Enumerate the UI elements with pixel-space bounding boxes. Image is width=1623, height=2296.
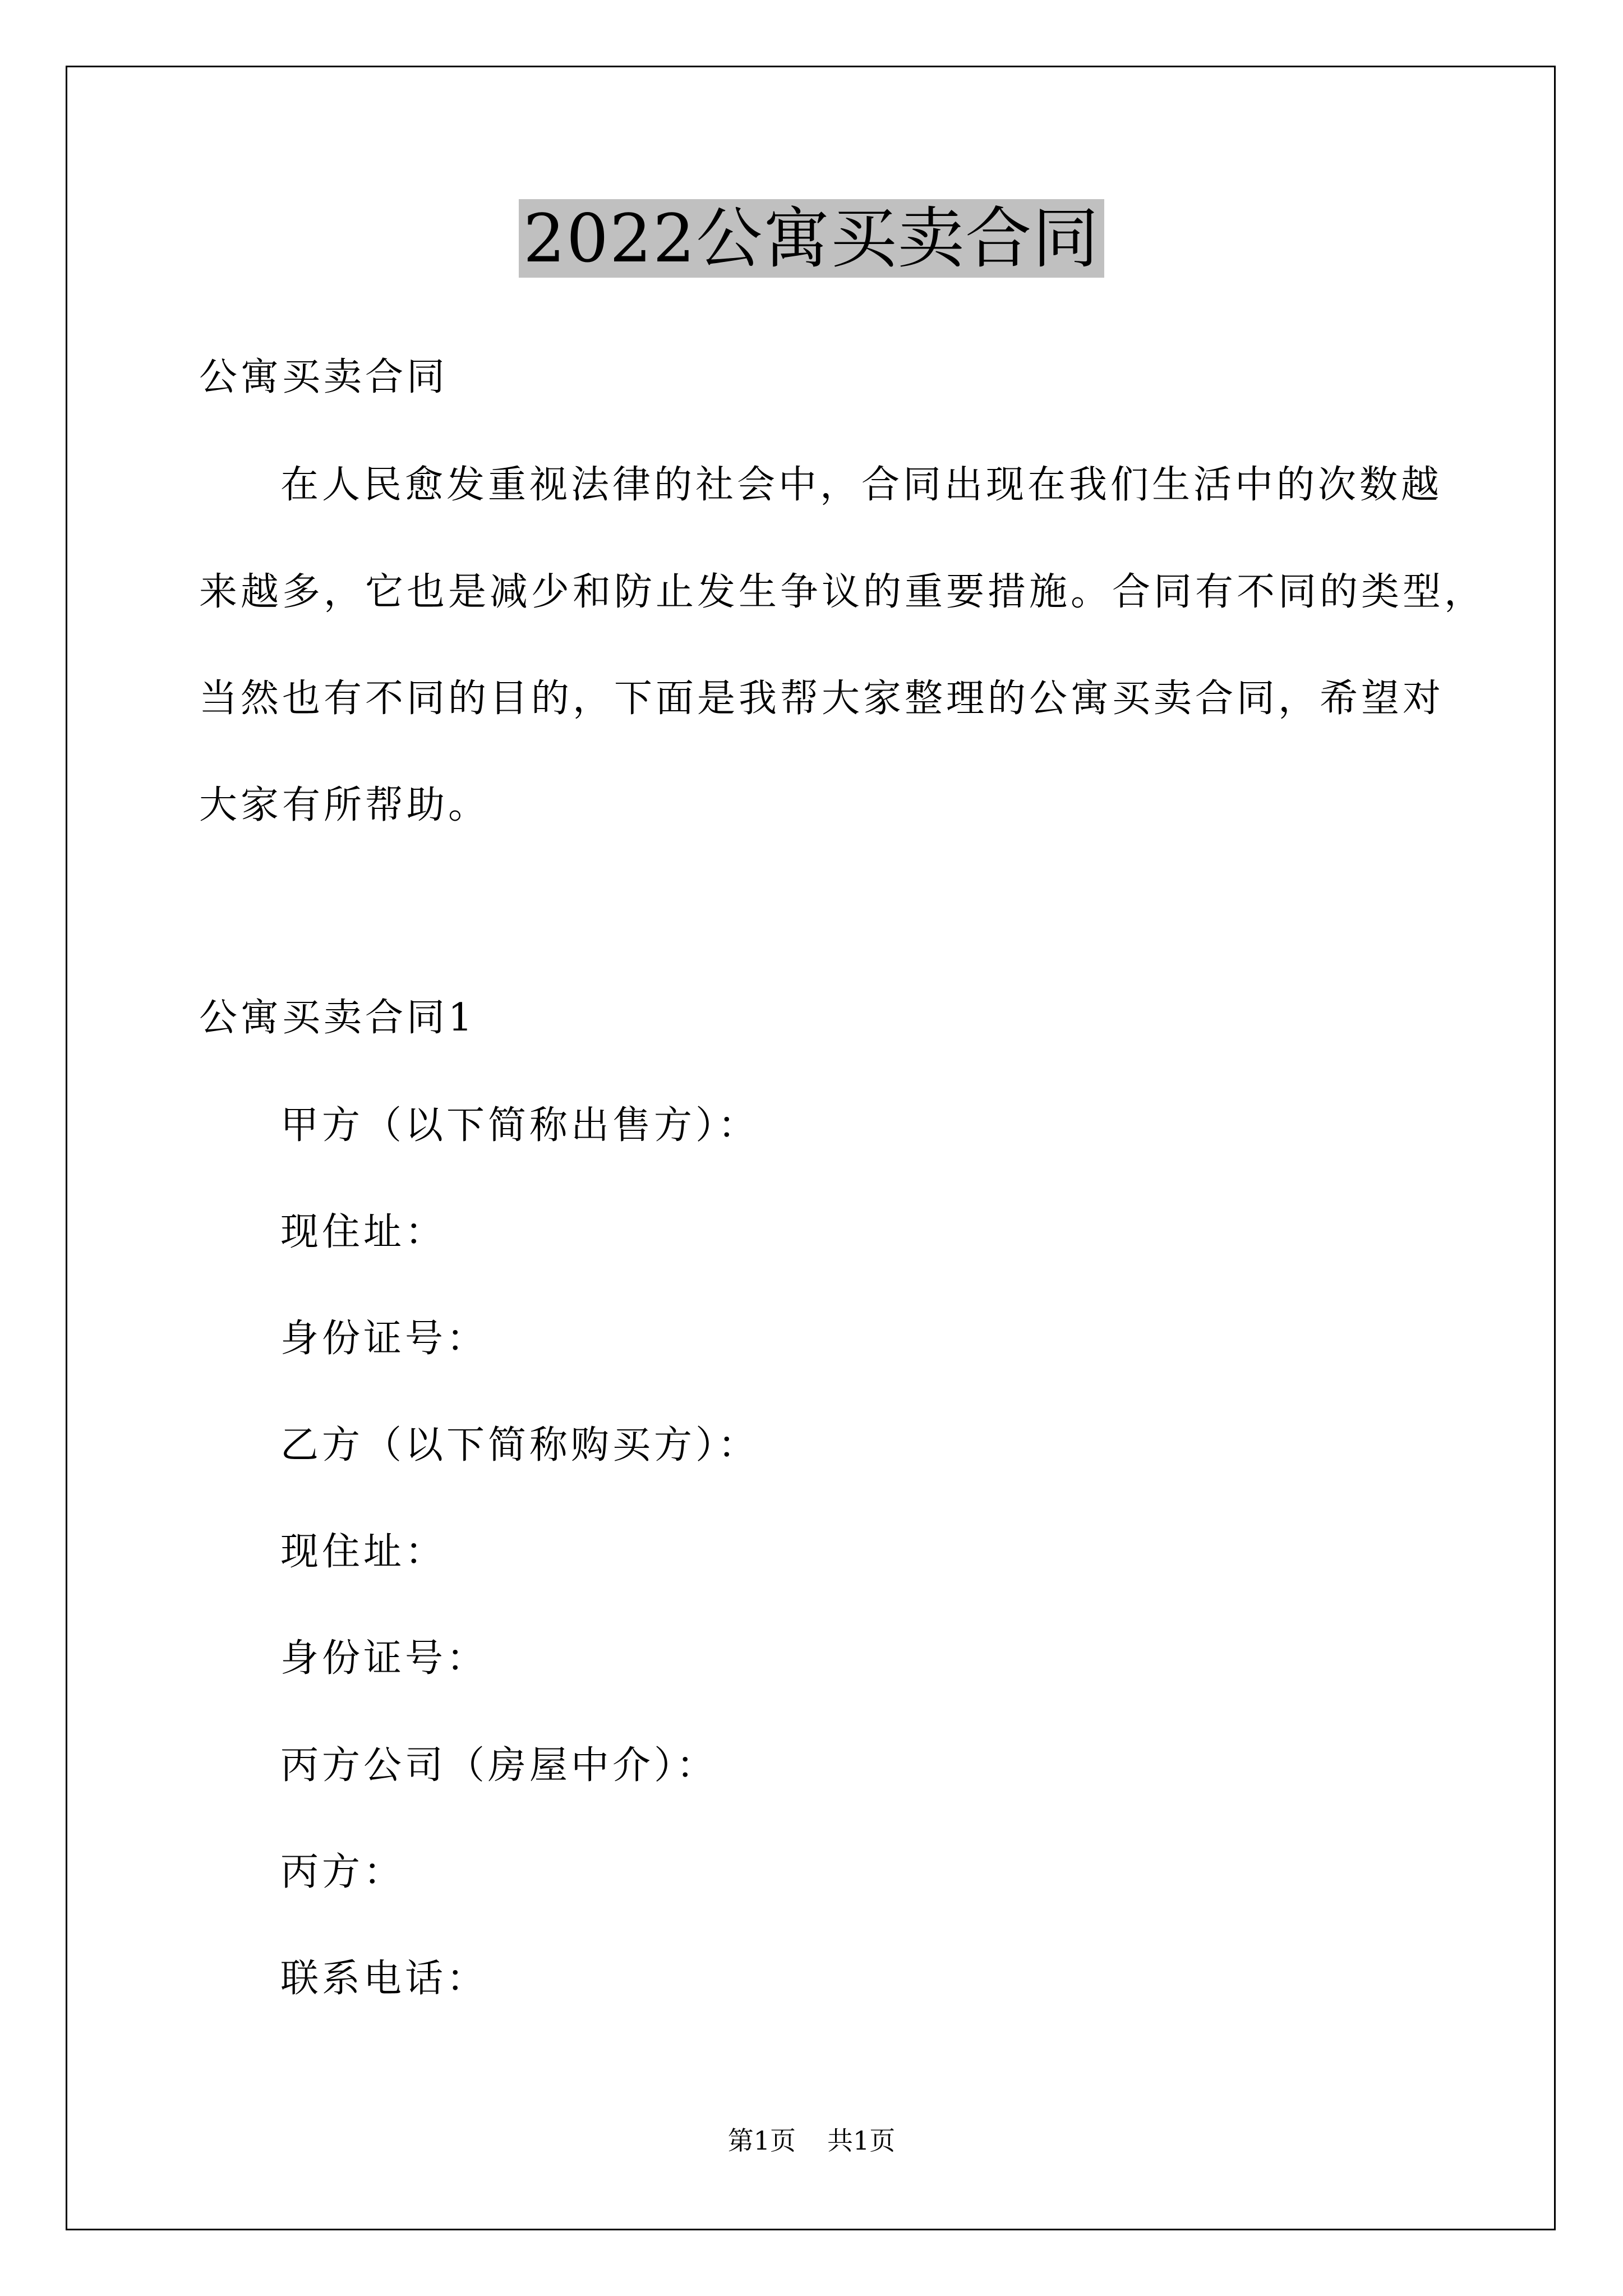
field-party-a: 甲方（以下简称出售方）： — [280, 1103, 760, 1148]
field-party-c-company: 丙方公司（房屋中介）： — [280, 1743, 718, 1788]
intro-line-2: 来越多，它也是减少和防止发生争议的重要措施。合同有不同的类型， — [199, 570, 1486, 614]
page-current: 第1页 — [727, 2125, 796, 2156]
title-container — [0, 199, 1623, 278]
intro-line-1: 在人民愈发重视法律的社会中，合同出现在我们生活中的次数越 — [280, 463, 1443, 507]
document-subtitle: 公寓买卖合同 — [199, 355, 449, 399]
field-id-b: 身份证号： — [280, 1636, 488, 1681]
document-title: 2022公寓买卖合同 — [519, 199, 1104, 278]
section-heading: 公寓买卖合同1 — [199, 996, 476, 1040]
page-footer — [0, 2125, 1623, 2156]
page-total: 共1页 — [827, 2125, 896, 2156]
field-party-b: 乙方（以下简称购买方）： — [280, 1423, 760, 1467]
field-id-a: 身份证号： — [280, 1317, 488, 1361]
field-address-a: 现住址： — [280, 1210, 447, 1254]
field-phone: 联系电话： — [280, 1957, 488, 2001]
intro-line-3: 当然也有不同的目的，下面是我帮大家整理的公寓买卖合同，希望对 — [199, 677, 1445, 721]
field-address-b: 现住址： — [280, 1530, 447, 1574]
field-party-c: 丙方： — [280, 1850, 405, 1894]
intro-line-4: 大家有所帮助。 — [199, 783, 490, 827]
